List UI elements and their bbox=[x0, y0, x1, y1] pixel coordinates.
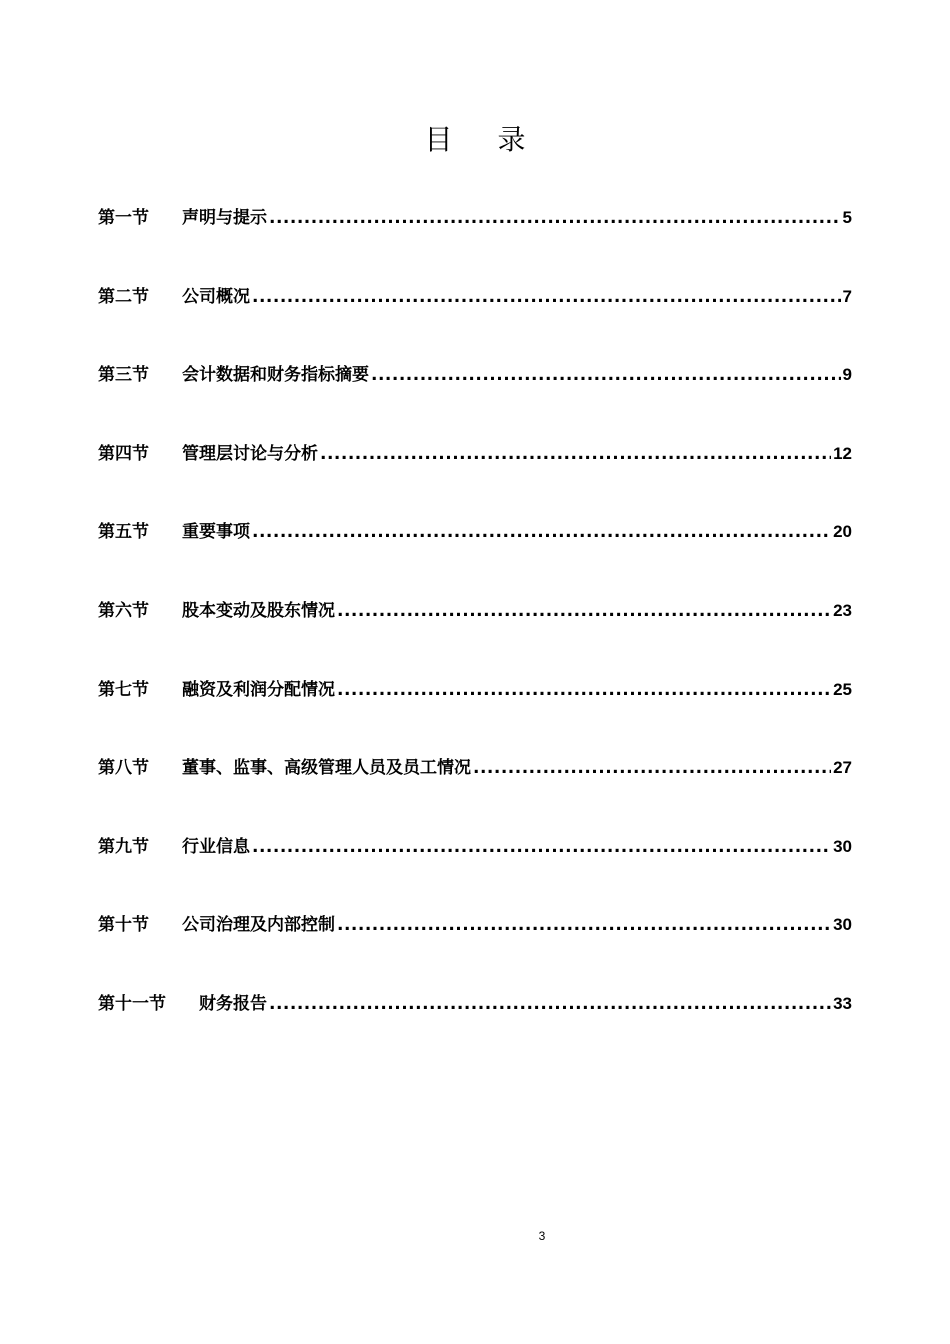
toc-entry[interactable] bbox=[98, 593, 852, 672]
toc-title: 目 录 bbox=[424, 123, 544, 156]
toc-page-number: 23 bbox=[833, 600, 852, 620]
toc-dot-leader bbox=[269, 986, 831, 1022]
toc-dot-leader bbox=[252, 514, 831, 550]
toc-entry[interactable] bbox=[98, 200, 852, 279]
toc-dot-leader bbox=[252, 829, 831, 865]
toc-section-title: 会计数据和财务指标摘要 bbox=[182, 365, 369, 386]
toc-section-number: 第八节 bbox=[98, 758, 149, 779]
toc-section-number: 第十一节 bbox=[98, 993, 166, 1014]
toc-list bbox=[98, 200, 852, 1065]
toc-section-title: 行业信息 bbox=[182, 836, 250, 857]
toc-entry[interactable] bbox=[98, 279, 852, 358]
toc-section-number: 第四节 bbox=[98, 443, 149, 464]
toc-page-number: 5 bbox=[842, 208, 852, 227]
toc-section-title: 管理层讨论与分析 bbox=[182, 443, 318, 464]
toc-section-title: 重要事项 bbox=[182, 522, 250, 543]
toc-dot-leader bbox=[252, 279, 841, 315]
toc-dot-leader bbox=[473, 750, 831, 786]
toc-page-number: 27 bbox=[833, 758, 852, 778]
toc-entry[interactable] bbox=[98, 357, 852, 436]
toc-section-title: 财务报告 bbox=[199, 993, 267, 1014]
toc-section-title: 公司治理及内部控制 bbox=[182, 915, 335, 936]
toc-section-title: 声明与提示 bbox=[182, 208, 267, 228]
toc-page-number: 12 bbox=[833, 443, 852, 463]
toc-section-number: 第六节 bbox=[98, 600, 149, 621]
page-footer-number: 3 bbox=[538, 1229, 546, 1243]
toc-entry[interactable] bbox=[98, 750, 852, 829]
toc-dot-leader bbox=[269, 200, 841, 236]
toc-entry[interactable] bbox=[98, 514, 852, 593]
toc-dot-leader bbox=[337, 907, 831, 943]
toc-section-title: 董事、监事、高级管理人员及员工情况 bbox=[182, 758, 471, 779]
toc-section-number: 第九节 bbox=[98, 836, 149, 857]
toc-section-number: 第二节 bbox=[98, 286, 149, 307]
toc-section-title: 融资及利润分配情况 bbox=[182, 679, 335, 700]
toc-section-number: 第一节 bbox=[98, 208, 149, 228]
toc-dot-leader bbox=[337, 593, 831, 629]
toc-page-number: 7 bbox=[842, 286, 852, 306]
toc-entry[interactable] bbox=[98, 672, 852, 751]
toc-section-title: 股本变动及股东情况 bbox=[182, 600, 335, 621]
toc-page-number: 30 bbox=[833, 915, 852, 935]
toc-section-title: 公司概况 bbox=[182, 286, 250, 307]
toc-section-number: 第七节 bbox=[98, 679, 149, 700]
toc-entry[interactable] bbox=[98, 829, 852, 908]
toc-dot-leader bbox=[320, 436, 831, 472]
toc-entry[interactable] bbox=[98, 986, 852, 1065]
toc-page-number: 9 bbox=[842, 365, 852, 385]
toc-page-number: 20 bbox=[833, 522, 852, 542]
toc-dot-leader bbox=[371, 357, 841, 393]
toc-dot-leader bbox=[337, 672, 831, 708]
toc-entry[interactable] bbox=[98, 907, 852, 986]
toc-page-number: 25 bbox=[833, 679, 852, 699]
toc-entry[interactable] bbox=[98, 436, 852, 515]
toc-section-number: 第五节 bbox=[98, 522, 149, 543]
toc-page-number: 33 bbox=[833, 993, 852, 1013]
toc-section-number: 第十节 bbox=[98, 915, 149, 936]
toc-section-number: 第三节 bbox=[98, 365, 149, 386]
toc-page-number: 30 bbox=[833, 836, 852, 856]
